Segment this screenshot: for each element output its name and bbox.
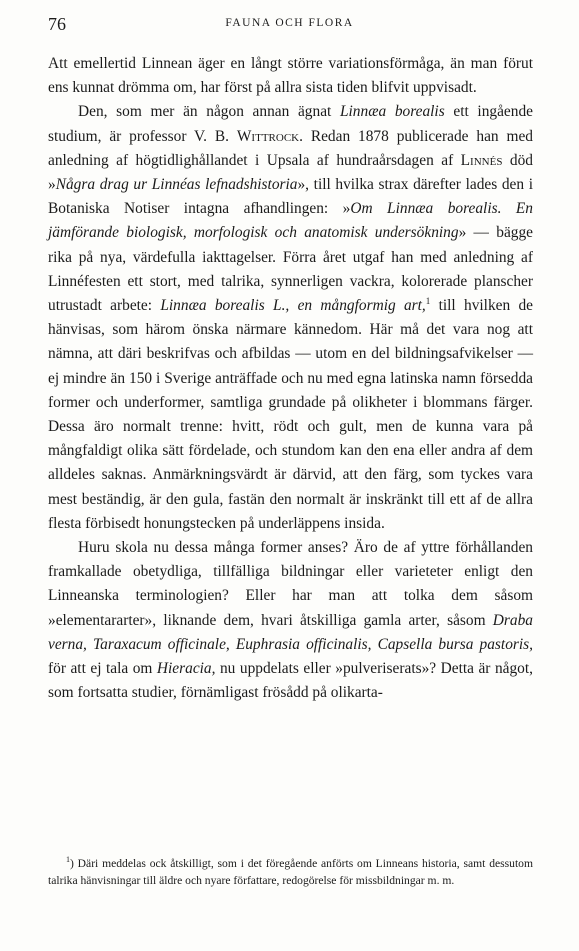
footnote-1: [48, 855, 533, 889]
text-span: för att ej tala om: [48, 660, 157, 678]
page-number: 76: [48, 14, 66, 34]
footnote-ref: 1: [425, 295, 431, 306]
species-list: Draba verna, Taraxacum officinale, Euphrasia officinalis, Capsella bursa pastoris,: [48, 611, 533, 653]
text-span: Den, som mer än någon annan ägnat: [78, 103, 340, 121]
footnote-marker: 1: [66, 855, 70, 865]
text-span: Huru skola nu dessa många former anses? Äro de af yttre förhållanden framkallade obetydliga, tillfälliga bildningar eller varieteter enligt den Linneanska terminologien? Eller har man att tolka dem såsom »elementararter», liknande dem, hvari åtskilliga gamla arter, såsom: [48, 539, 533, 629]
footnote-text: ) Däri meddelas ock åtskilligt, som i det föregående anförts om Linneans historia, samt dessutom talrika hänvisningar till äldre och nyare författare, redogörelse för missbildningar m. m.: [48, 857, 533, 887]
page-header: [48, 14, 531, 36]
work-title: Om Linnæa borealis. En jämförande biologisk, morfologisk och anatomisk undersökning: [48, 200, 534, 242]
species-name: Linnæa borealis: [339, 103, 445, 121]
text-span: nu uppdelats eller »pulveriserats»? Detta är något, som fortsatta studier, förnämligast frösådd på olikarta-: [48, 660, 533, 702]
text-span: », till hvilka strax därefter lades den i Botaniska Notiser intagna afhandlingen: »: [48, 176, 533, 218]
paragraph-2: [48, 100, 533, 536]
genus-name: Hieracia,: [156, 660, 216, 678]
text-span: död »: [48, 151, 533, 194]
work-title: Linnæa borealis L., en mångformig art,: [160, 297, 426, 315]
text-span: . Redan 1878 publicerade han med anledning af högtidlighållandet i Upsala af hundraårsdagen af: [48, 127, 533, 169]
running-head: FAUNA OCH FLORA: [225, 17, 354, 29]
author-name: Linnés: [460, 151, 503, 169]
paragraph-3: [48, 536, 533, 705]
text-span: till hvilken de hänvisas, som härom önska närmare kännedom. Här må det vara nog att nämna, att däri beskrifvas och afbildas — utom en del bildningsafvikelser — ej mindre än 150 i Sverige anträffade och nu med egna latinska namn försedda former och underformer, samtliga grundade på olikheter i blommans färger. Dessa äro normalt trenne: hvitt, rödt och gult, men de kunna vara på mångfaldigt olika sätt fördelade, och stundom kan den ena eller andra af dem alldeles saknas. Anmärkningsvärdt är därvid, att den färg, som tyckes vara mest beständig, är den gula, fastän den normalt är inskränkt till ett af de allra flesta förbisedt honungstecken på underläppens insida.: [48, 297, 533, 532]
paragraph-1: Att emellertid Linnean äger en långt större variationsförmåga, än man förut ens kunnat drömma om, har först på allra sista tiden blifvit uppvisadt.: [48, 55, 533, 97]
text-span: ett ingående studium, är professor V. B.: [48, 103, 533, 145]
main-text: [48, 52, 533, 705]
footnotes: [48, 855, 533, 889]
work-title: Några drag ur Linnéas lefnadshistoria: [55, 176, 298, 194]
author-name: Wittrock: [236, 127, 300, 145]
text-span: » — bägge rika på nya, värdefulla iakttagelser. Förra året utgaf han med anledning af Linnéfesten ett stort, med talrika, synnerligen vackra, kolorerade planscher utrustadt arbete:: [48, 224, 533, 315]
